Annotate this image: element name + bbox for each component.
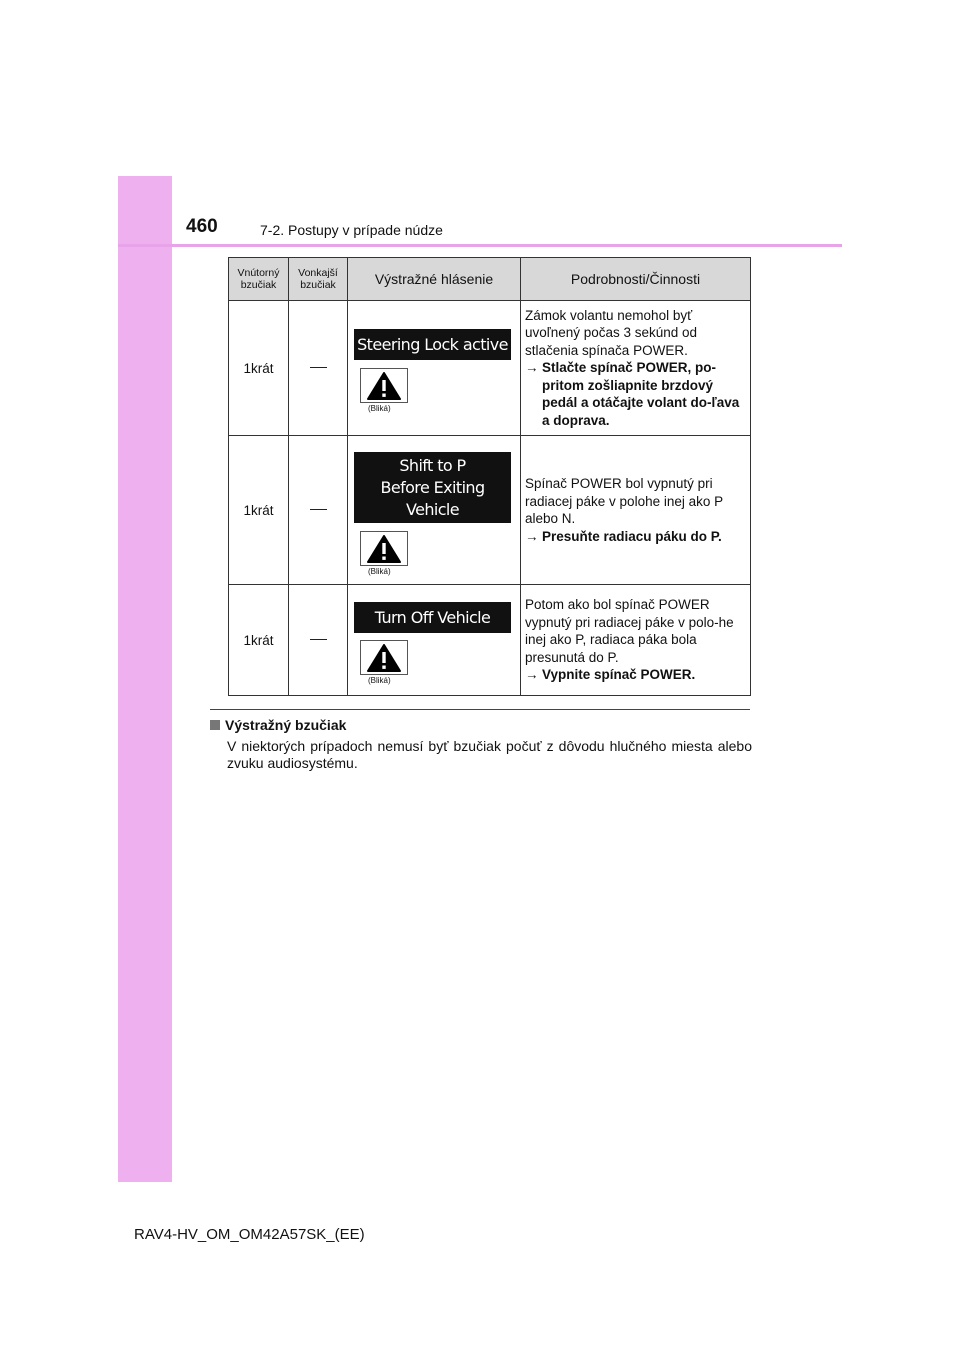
table-header-row bbox=[229, 258, 751, 301]
warning-message-cell bbox=[348, 301, 521, 436]
action-text: Stlačte spínač POWER, po-pritom zošliapnite brzdový pedál a otáčajte volant do-ľava a doprava. bbox=[542, 360, 740, 428]
action-text: Vypnite spínač POWER. bbox=[542, 667, 696, 683]
arrow-right-icon: → bbox=[525, 667, 539, 683]
header-details: Podrobnosti/Činnosti bbox=[521, 258, 751, 301]
internal-buzzer-count: 1krát bbox=[229, 436, 289, 585]
header-warning-message: Výstražné hlásenie bbox=[348, 258, 521, 301]
warning-message-cell bbox=[348, 436, 521, 585]
table-row bbox=[229, 436, 751, 585]
detail-text: Spínač POWER bol vypnutý pri radiacej páke v polohe inej ako P alebo N. bbox=[525, 476, 723, 526]
external-buzzer-none bbox=[289, 436, 348, 585]
details-cell bbox=[521, 436, 751, 585]
details-cell bbox=[521, 585, 751, 696]
details-cell bbox=[521, 301, 751, 436]
header-external-buzzer: Vonkajší bzučiak bbox=[289, 258, 348, 301]
blink-label: (Bliká) bbox=[368, 404, 391, 413]
bullet-square-icon bbox=[210, 720, 220, 730]
arrow-right-icon: → bbox=[525, 528, 539, 544]
page-number: 460 bbox=[186, 216, 218, 237]
table-row bbox=[229, 585, 751, 696]
blink-label: (Bliká) bbox=[368, 676, 391, 685]
note-heading bbox=[210, 717, 346, 733]
external-buzzer-none bbox=[289, 301, 348, 436]
internal-buzzer-count: 1krát bbox=[229, 585, 289, 696]
header-rule bbox=[118, 244, 842, 247]
warning-triangle-icon bbox=[360, 368, 408, 403]
detail-text: Zámok volantu nemohol byť uvoľnený počas 3 sekúnd od stlačenia spínača POWER. bbox=[525, 307, 698, 358]
warning-triangle-icon bbox=[360, 531, 408, 566]
header-internal-buzzer: Vnútorný bzučiak bbox=[229, 258, 289, 301]
detail-text: Potom ako bol spínač POWER vypnutý pri radiacej páke v polo-he inej ako P, radiaca páka bola presunutá do P. bbox=[525, 597, 734, 665]
arrow-right-icon: → bbox=[525, 360, 539, 376]
note-title: Výstražný bzučiak bbox=[225, 717, 347, 733]
external-buzzer-none bbox=[289, 585, 348, 696]
warning-table bbox=[228, 257, 751, 696]
internal-buzzer-count: 1krát bbox=[229, 301, 289, 436]
sidebar-tab bbox=[118, 176, 172, 1182]
section-title: 7-2. Postupy v prípade núdze bbox=[260, 222, 443, 238]
warning-message-cell bbox=[348, 585, 521, 696]
note-text: V niektorých prípadoch nemusí byť bzučiak počuť z dôvodu hlučného miesta alebo zvuku audiosystému. bbox=[227, 738, 752, 771]
display-turn-off-vehicle: Turn Off Vehicle bbox=[354, 602, 511, 633]
section-divider bbox=[210, 709, 750, 710]
blink-label: (Bliká) bbox=[368, 567, 391, 576]
display-steering-lock: Steering Lock active bbox=[354, 329, 511, 360]
footer-code: RAV4-HV_OM_OM42A57SK_(EE) bbox=[134, 1226, 365, 1243]
warning-triangle-icon bbox=[360, 640, 408, 675]
table-row bbox=[229, 301, 751, 436]
action-text: Presuňte radiacu páku do P. bbox=[542, 528, 722, 544]
display-shift-to-p: Shift to P Before Exiting Vehicle bbox=[354, 452, 511, 523]
